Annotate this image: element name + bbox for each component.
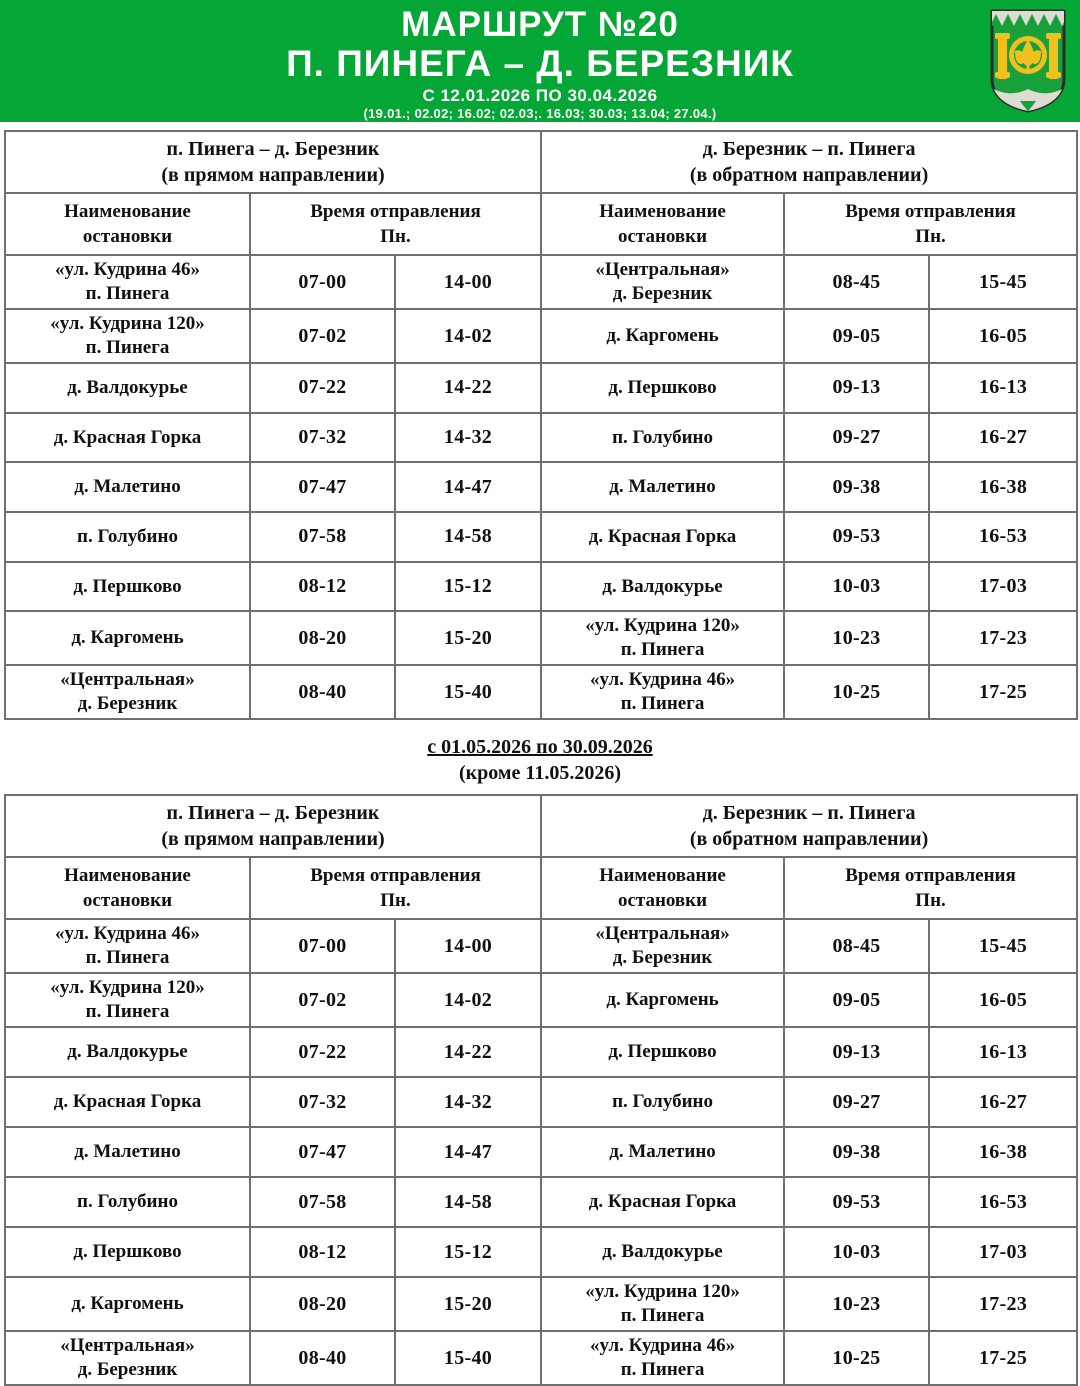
table-row	[5, 1177, 1077, 1227]
route-banner	[0, 0, 1080, 122]
departure-time-reverse-1: 10-23	[784, 1277, 929, 1331]
departure-time-forward-2: 14-02	[395, 973, 541, 1027]
stop-name-line1: «ул. Кудрина 120»	[50, 313, 205, 334]
stop-name-line1: д. Валдокурье	[67, 1041, 188, 1063]
stop-name-line1: п. Голубино	[77, 1191, 178, 1213]
stop-name-line1: д. Красная Горка	[53, 1091, 202, 1113]
departure-time-forward-1: 08-40	[250, 1331, 395, 1385]
stop-name-line1: «ул. Кудрина 46»	[54, 259, 201, 280]
stop-name-reverse	[541, 309, 784, 363]
stop-name-reverse	[541, 1027, 784, 1077]
stop-name-forward	[5, 255, 250, 309]
departure-time-reverse-2: 17-23	[929, 611, 1077, 665]
stop-name-line2: д. Березник	[77, 1359, 178, 1381]
stop-name-line1: д. Першково	[608, 1041, 717, 1063]
departure-time-forward-2: 14-00	[395, 919, 541, 973]
departure-time-forward-1: 07-58	[250, 512, 395, 562]
table-row	[5, 1277, 1077, 1331]
stop-header-line2: остановки	[617, 226, 708, 247]
stop-name-reverse	[541, 562, 784, 612]
stop-name-line1: д. Валдокурье	[602, 1241, 723, 1263]
table-body-summer	[5, 919, 1077, 1385]
departure-time-reverse-1: 10-03	[784, 562, 929, 612]
stop-name-forward	[5, 1177, 250, 1227]
departure-time-forward-2: 14-47	[395, 1127, 541, 1177]
summer-period-range: с 01.05.2026 по 30.09.2026	[427, 736, 653, 759]
table-row	[5, 255, 1077, 309]
departure-time-reverse-2: 16-38	[929, 1127, 1077, 1177]
departure-time-forward-2: 14-22	[395, 363, 541, 413]
table-row	[5, 363, 1077, 413]
stop-name-line1: п. Голубино	[612, 1091, 713, 1113]
stop-name-line2: п. Пинега	[85, 947, 170, 969]
departure-time-reverse-1: 08-45	[784, 919, 929, 973]
departure-time-forward-1: 08-20	[250, 1277, 395, 1331]
departure-time-forward-1: 07-22	[250, 1027, 395, 1077]
departure-time-forward-2: 15-20	[395, 1277, 541, 1331]
stop-name-line1: д. Валдокурье	[67, 376, 188, 398]
stop-name-reverse	[541, 1227, 784, 1277]
stop-header-line2: остановки	[617, 890, 708, 912]
schedule-table-summer	[4, 794, 1078, 1386]
departure-time-reverse-2: 17-03	[929, 1227, 1077, 1277]
stop-name-reverse	[541, 1177, 784, 1227]
schedule-table-winter	[4, 130, 1078, 720]
table-row	[5, 1127, 1077, 1177]
departure-time-forward-2: 14-32	[395, 1077, 541, 1127]
stop-name-forward	[5, 611, 250, 665]
stop-name-forward	[5, 665, 250, 719]
table-head	[5, 795, 1077, 919]
departure-time-forward-2: 15-40	[395, 1331, 541, 1385]
stop-name-line1: д. Красная Горка	[588, 525, 737, 547]
departure-time-forward-1: 08-12	[250, 1227, 395, 1277]
route-endpoints-title: П. ПИНЕГА – Д. БЕРЕЗНИК	[286, 43, 794, 84]
departure-time-forward-1: 08-20	[250, 611, 395, 665]
stop-name-forward	[5, 562, 250, 612]
stop-name-line1: «Центральная»	[60, 669, 195, 691]
departure-time-reverse-2: 16-53	[929, 512, 1077, 562]
stop-name-line1: «ул. Кудрина 120»	[585, 1281, 740, 1303]
departure-time-forward-1: 08-12	[250, 562, 395, 612]
table-row	[5, 309, 1077, 363]
coat-of-arms-icon	[990, 9, 1066, 113]
reverse-direction-note: (в обратном направлении)	[689, 164, 929, 186]
table-head	[5, 131, 1077, 255]
departure-time-reverse-1: 09-05	[784, 973, 929, 1027]
column-header-row	[5, 857, 1077, 919]
stop-name-line1: д. Першково	[608, 376, 717, 398]
stop-name-line1: д. Малетино	[609, 476, 716, 498]
stop-name-reverse	[541, 611, 784, 665]
departure-time-reverse-2: 15-45	[929, 919, 1077, 973]
stop-name-line2: п. Пинега	[620, 693, 705, 715]
stop-name-line1: д. Каргомень	[71, 1293, 184, 1315]
departure-time-reverse-2: 17-25	[929, 665, 1077, 719]
departure-time-reverse-1: 09-38	[784, 1127, 929, 1177]
table-row	[5, 611, 1077, 665]
stop-name-line1: «ул. Кудрина 46»	[589, 1335, 736, 1357]
departure-time-forward-1: 07-32	[250, 1077, 395, 1127]
stop-name-reverse	[541, 1277, 784, 1331]
stop-name-line1: «Центральная»	[60, 1335, 195, 1357]
table-row	[5, 1331, 1077, 1385]
column-header-time-reverse	[784, 193, 1077, 255]
column-header-stop-reverse	[541, 857, 784, 919]
departure-time-reverse-1: 09-38	[784, 462, 929, 512]
validity-period: С 12.01.2026 ПО 30.04.2026	[422, 86, 658, 105]
direction-header-row	[5, 795, 1077, 857]
column-header-time-forward	[250, 193, 541, 255]
stop-name-forward	[5, 512, 250, 562]
departure-time-reverse-2: 16-13	[929, 363, 1077, 413]
departure-time-reverse-1: 09-27	[784, 1077, 929, 1127]
departure-time-forward-1: 08-40	[250, 665, 395, 719]
departure-time-reverse-2: 17-23	[929, 1277, 1077, 1331]
departure-time-reverse-2: 16-27	[929, 1077, 1077, 1127]
departure-time-forward-2: 15-40	[395, 665, 541, 719]
departure-time-forward-1: 07-00	[250, 255, 395, 309]
departure-time-reverse-1: 09-13	[784, 1027, 929, 1077]
forward-direction-title: п. Пинега – д. Березник	[166, 138, 380, 160]
stop-name-line1: п. Голубино	[77, 525, 178, 547]
departure-time-forward-2: 14-58	[395, 512, 541, 562]
reverse-direction-note: (в обратном направлении)	[689, 828, 929, 851]
departure-time-forward-2: 14-32	[395, 413, 541, 463]
stop-name-line2: п. Пинега	[620, 1305, 705, 1327]
table-row	[5, 1027, 1077, 1077]
departure-time-forward-2: 14-58	[395, 1177, 541, 1227]
column-header-stop-forward	[5, 193, 250, 255]
stop-name-line2: п. Пинега	[85, 283, 170, 304]
table-row	[5, 919, 1077, 973]
table-row	[5, 512, 1077, 562]
departure-time-reverse-1: 08-45	[784, 255, 929, 309]
departure-time-forward-2: 14-02	[395, 309, 541, 363]
reverse-direction-title: д. Березник – п. Пинега	[702, 802, 916, 825]
stop-name-reverse	[541, 255, 784, 309]
column-header-time-forward	[250, 857, 541, 919]
column-header-row	[5, 193, 1077, 255]
stop-name-forward	[5, 363, 250, 413]
summer-period-exception: (кроме 11.05.2026)	[459, 762, 621, 785]
stop-name-line1: «ул. Кудрина 120»	[585, 615, 740, 637]
stop-name-line2: д. Березник	[612, 283, 713, 304]
departure-time-forward-1: 07-02	[250, 309, 395, 363]
departure-time-forward-2: 14-22	[395, 1027, 541, 1077]
stop-name-line1: д. Малетино	[74, 1141, 181, 1163]
stop-name-reverse	[541, 363, 784, 413]
stop-name-line1: «Центральная»	[595, 259, 730, 280]
stop-name-line1: д. Малетино	[74, 476, 181, 498]
departure-time-reverse-2: 16-27	[929, 413, 1077, 463]
departure-time-forward-2: 15-12	[395, 1227, 541, 1277]
stop-name-line1: д. Першково	[73, 1241, 182, 1263]
departure-time-forward-2: 14-47	[395, 462, 541, 512]
stop-name-line2: д. Березник	[612, 947, 713, 969]
table-row	[5, 1077, 1077, 1127]
stop-name-forward	[5, 413, 250, 463]
stop-name-reverse	[541, 1077, 784, 1127]
stop-header-line2: остановки	[82, 890, 173, 912]
direction-header-row	[5, 131, 1077, 193]
table-row	[5, 973, 1077, 1027]
time-header-day: Пн.	[915, 890, 946, 912]
forward-direction-note: (в прямом направлении)	[161, 828, 385, 851]
stop-name-reverse	[541, 1331, 784, 1385]
stop-name-reverse	[541, 413, 784, 463]
table-row	[5, 665, 1077, 719]
departure-time-reverse-1: 10-23	[784, 611, 929, 665]
table-row	[5, 462, 1077, 512]
stop-name-line1: «ул. Кудрина 46»	[54, 923, 201, 945]
departure-time-reverse-1: 09-05	[784, 309, 929, 363]
departure-time-reverse-1: 09-13	[784, 363, 929, 413]
departure-time-forward-1: 07-22	[250, 363, 395, 413]
departure-time-forward-2: 14-00	[395, 255, 541, 309]
stop-name-reverse	[541, 462, 784, 512]
stop-name-line1: д. Малетино	[609, 1141, 716, 1163]
reverse-direction-title: д. Березник – п. Пинега	[702, 138, 916, 160]
departure-time-reverse-2: 15-45	[929, 255, 1077, 309]
stop-name-reverse	[541, 512, 784, 562]
column-header-stop-reverse	[541, 193, 784, 255]
banner-table-spacer	[0, 122, 1080, 130]
departure-time-forward-1: 07-58	[250, 1177, 395, 1227]
stop-name-line1: д. Каргомень	[71, 627, 184, 649]
stop-name-forward	[5, 1077, 250, 1127]
table-row	[5, 413, 1077, 463]
stop-name-forward	[5, 462, 250, 512]
column-header-stop-forward	[5, 857, 250, 919]
time-header-day: Пн.	[915, 226, 946, 247]
departure-time-forward-1: 07-47	[250, 462, 395, 512]
departure-time-reverse-2: 17-25	[929, 1331, 1077, 1385]
table-row	[5, 1227, 1077, 1277]
stop-name-line2: д. Березник	[77, 693, 178, 715]
departure-time-reverse-2: 16-38	[929, 462, 1077, 512]
time-header-line1: Время отправления	[845, 201, 1016, 222]
stop-header-line1: Наименование	[599, 865, 726, 887]
stop-header-line1: Наименование	[64, 201, 191, 222]
stop-header-line1: Наименование	[64, 865, 191, 887]
route-number-title: МАРШРУТ №20	[401, 5, 679, 44]
stop-name-forward	[5, 1127, 250, 1177]
departure-time-reverse-2: 16-53	[929, 1177, 1077, 1227]
departure-time-reverse-2: 16-13	[929, 1027, 1077, 1077]
stop-name-line1: д. Красная Горка	[53, 426, 202, 448]
departure-time-reverse-1: 10-03	[784, 1227, 929, 1277]
stop-name-forward	[5, 1227, 250, 1277]
reverse-direction-header	[541, 795, 1077, 857]
stop-name-line1: д. Каргомень	[606, 989, 719, 1011]
exception-dates: (19.01.; 02.02; 16.02; 02.03;. 16.03; 30.03; 13.04; 27.04.)	[363, 106, 717, 121]
time-header-line1: Время отправления	[310, 201, 481, 222]
stop-name-line1: п. Голубино	[612, 426, 713, 448]
stop-name-line2: п. Пинега	[85, 337, 170, 358]
stop-name-line2: п. Пинега	[620, 1359, 705, 1381]
stop-name-line1: д. Валдокурье	[602, 575, 723, 597]
departure-time-forward-1: 07-47	[250, 1127, 395, 1177]
stop-name-forward	[5, 309, 250, 363]
forward-direction-header	[5, 131, 541, 193]
summer-period-caption	[0, 720, 1080, 794]
departure-time-reverse-1: 09-53	[784, 512, 929, 562]
stop-name-line1: «ул. Кудрина 46»	[589, 669, 736, 691]
departure-time-forward-1: 07-32	[250, 413, 395, 463]
departure-time-forward-1: 07-00	[250, 919, 395, 973]
stop-name-reverse	[541, 1127, 784, 1177]
departure-time-reverse-1: 10-25	[784, 1331, 929, 1385]
reverse-direction-header	[541, 131, 1077, 193]
forward-direction-header	[5, 795, 541, 857]
time-header-day: Пн.	[380, 226, 411, 247]
stop-header-line1: Наименование	[599, 201, 726, 222]
stop-name-reverse	[541, 665, 784, 719]
departure-time-forward-2: 15-12	[395, 562, 541, 612]
table-row	[5, 562, 1077, 612]
stop-name-forward	[5, 1277, 250, 1331]
departure-time-reverse-2: 17-03	[929, 562, 1077, 612]
departure-time-reverse-2: 16-05	[929, 973, 1077, 1027]
stop-name-line1: «Центральная»	[595, 923, 730, 945]
departure-time-reverse-1: 10-25	[784, 665, 929, 719]
stop-name-line1: д. Красная Горка	[588, 1191, 737, 1213]
departure-time-reverse-2: 16-05	[929, 309, 1077, 363]
forward-direction-title: п. Пинега – д. Березник	[166, 802, 380, 825]
stop-name-forward	[5, 1331, 250, 1385]
stop-name-line2: п. Пинега	[85, 1001, 170, 1023]
stop-name-line1: д. Каргомень	[606, 325, 719, 346]
table-body-winter	[5, 255, 1077, 719]
stop-name-line1: д. Першково	[73, 575, 182, 597]
time-header-line1: Время отправления	[845, 865, 1016, 887]
stop-name-forward	[5, 973, 250, 1027]
stop-name-reverse	[541, 919, 784, 973]
stop-header-line2: остановки	[82, 226, 173, 247]
stop-name-line2: п. Пинега	[620, 639, 705, 661]
departure-time-forward-2: 15-20	[395, 611, 541, 665]
forward-direction-note: (в прямом направлении)	[161, 164, 385, 186]
departure-time-forward-1: 07-02	[250, 973, 395, 1027]
column-header-time-reverse	[784, 857, 1077, 919]
time-header-line1: Время отправления	[310, 865, 481, 887]
stop-name-forward	[5, 1027, 250, 1077]
stop-name-line1: «ул. Кудрина 120»	[50, 977, 205, 999]
stop-name-reverse	[541, 973, 784, 1027]
time-header-day: Пн.	[380, 890, 411, 912]
stop-name-forward	[5, 919, 250, 973]
departure-time-reverse-1: 09-27	[784, 413, 929, 463]
departure-time-reverse-1: 09-53	[784, 1177, 929, 1227]
